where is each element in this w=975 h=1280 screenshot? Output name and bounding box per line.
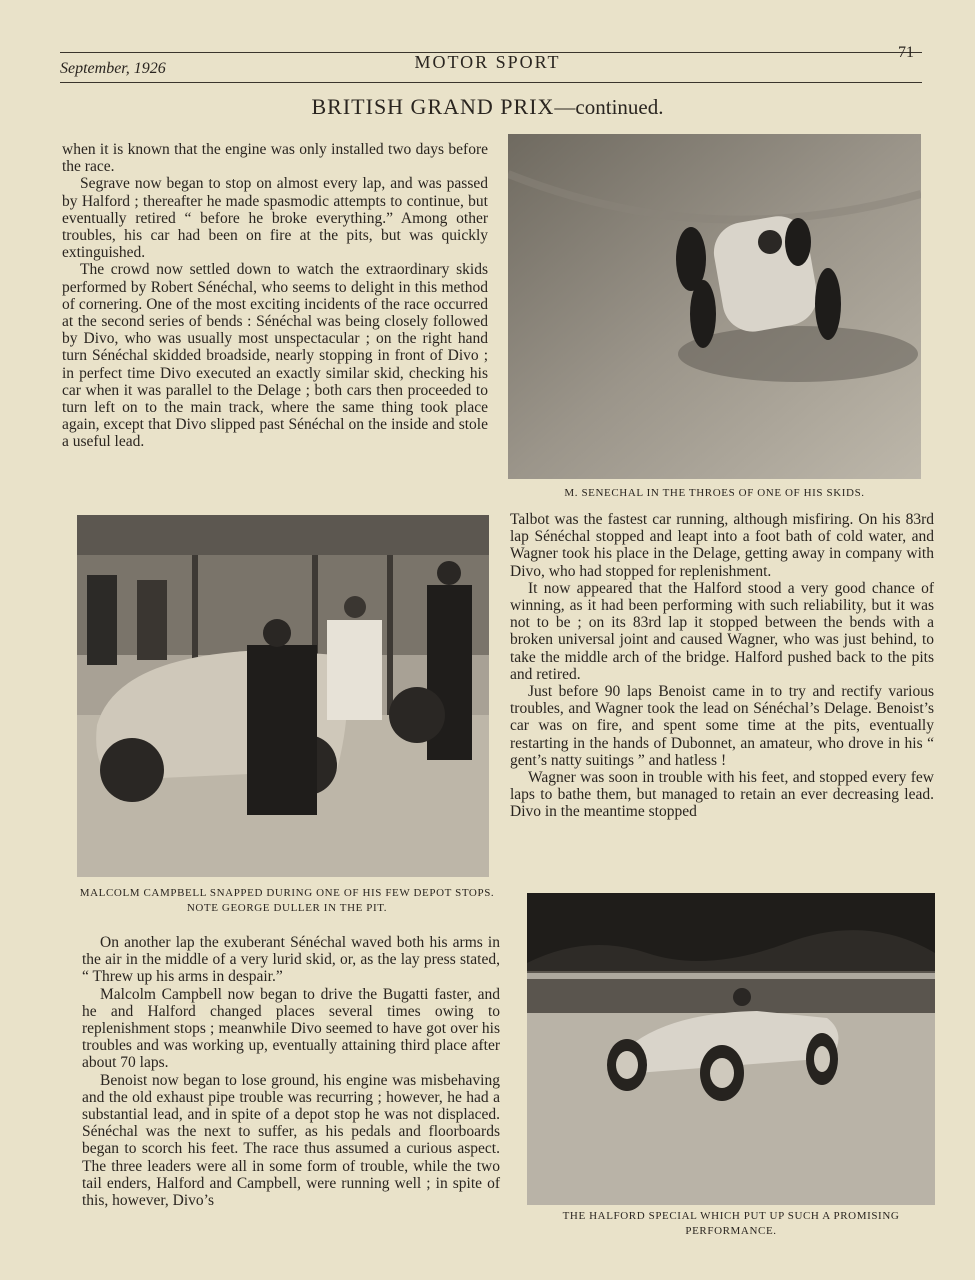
photo-campbell-depot — [77, 515, 489, 877]
paragraph: On another lap the exuberant Sénéchal waved both his arms in the air in the middle of a very lurid skid, or, as the lay press stated, “ Threw up his arms in despair.” — [82, 934, 500, 986]
paragraph: Malcolm Campbell now began to drive the Bugatti faster, and he and Halford changed places several times owing to replenishment stops ; meanwhile Divo seemed to have got over his troubles and was working up, eventually attaining third place after about 70 laps. — [82, 985, 500, 1072]
article-title — [0, 94, 975, 120]
header-rule-bottom — [60, 82, 922, 83]
photo-halford-special — [527, 893, 935, 1205]
page-number: 71 — [898, 44, 914, 61]
paragraph: Wagner was soon in trouble with his feet, and stopped every few laps to bathe them, but managed to retain an ever decreasing lead. Divo in the meantime stopped — [510, 769, 934, 821]
right-column-text — [510, 511, 934, 821]
paragraph: Benoist now began to lose ground, his engine was misbehaving and the old exhaust pipe trouble was recurring ; however, he had a substantial lead, and in spite of a depot stop he was not displaced. Sénéchal was the next to suffer, as his pedals and floorboards began to scorch his feet. The race thus assumed a curious aspect. The three leaders were all in some form of trouble, while the two tail enders, Halford and Campbell, were running well ; in spite of this, however, Divo’s — [82, 1071, 500, 1210]
caption-senechal: M. SENECHAL IN THE THROES OF ONE OF HIS SKIDS. — [564, 487, 865, 499]
photo-halford-image — [527, 893, 935, 1205]
magazine-name: MOTOR SPORT — [414, 52, 561, 72]
left-column-bottom-text — [82, 934, 500, 1209]
caption-campbell: MALCOLM CAMPBELL SNAPPED DURING ONE OF HIS FEW DEPOT STOPS. NOTE GEORGE DULLER IN THE PIT. — [79, 887, 495, 914]
paragraph: It now appeared that the Halford stood a very good chance of winning, as it had been performing with such reliability, but it was not to be ; on its 83rd lap it stopped between the bends with a broken universal joint and caused Wagner, who was just behind, to take the middle arch of the bridge. Halford pushed back to the pits and retired. — [510, 579, 934, 683]
paragraph: Just before 90 laps Benoist came in to try and rectify various troubles, and Wagner took the lead on Sénéchal’s Delage. Benoist’s car was on fire, and spent some time at the pits, eventually restarting in the hands of Dubonnet, an amateur, who drove in his “ gent’s natty suitings ” and hatless ! — [510, 683, 934, 769]
paragraph: when it is known that the engine was only installed two days before the race. — [62, 141, 488, 176]
caption-halford: THE HALFORD SPECIAL WHICH PUT UP SUCH A PROMISING PERFORMANCE. — [562, 1210, 900, 1237]
paragraph: The crowd now settled down to watch the extraordinary skids performed by Robert Sénéchal, who seems to delight in this method of cornering. One of the most exciting incidents of the race occurred at the second series of bends : Sénéchal was being closely followed by Divo, who was usually most unspectacular ; on the right hand turn Sénéchal skidded broadside, nearly stopping in front of Divo ; in perfect time Divo executed an exactly similar skid, checking his car when it was parallel to the Delage ; both cars then proceeded to turn left on to the main track, where the same thing took place again, except that Divo slipped past Sénéchal on the inside and stole a useful lead. — [62, 261, 488, 451]
left-column-top-text — [62, 141, 488, 451]
photo-senechal-skid — [508, 134, 921, 479]
photo-campbell-image — [77, 515, 489, 877]
paragraph: Segrave now began to stop on almost every lap, and was passed by Halford ; thereafter he made spasmodic attempts to continue, but eventually retired “ before he broke everything.” Among other troubles, his car had been on fire at the pits, but was quickly extinguished. — [62, 175, 488, 262]
article-title-main: BRITISH GRAND PRIX — [311, 94, 555, 119]
issue-date: September, 1926 — [60, 60, 166, 77]
article-title-suffix: —continued. — [554, 95, 664, 119]
paragraph: Talbot was the fastest car running, although misfiring. On his 83rd lap Sénéchal stopped and leapt into a foot bath of cold water, and Wagner took his place in the Delage, getting away in company with Divo, who had stopped for replenishment. — [510, 511, 934, 580]
photo-senechal-image — [508, 134, 921, 479]
